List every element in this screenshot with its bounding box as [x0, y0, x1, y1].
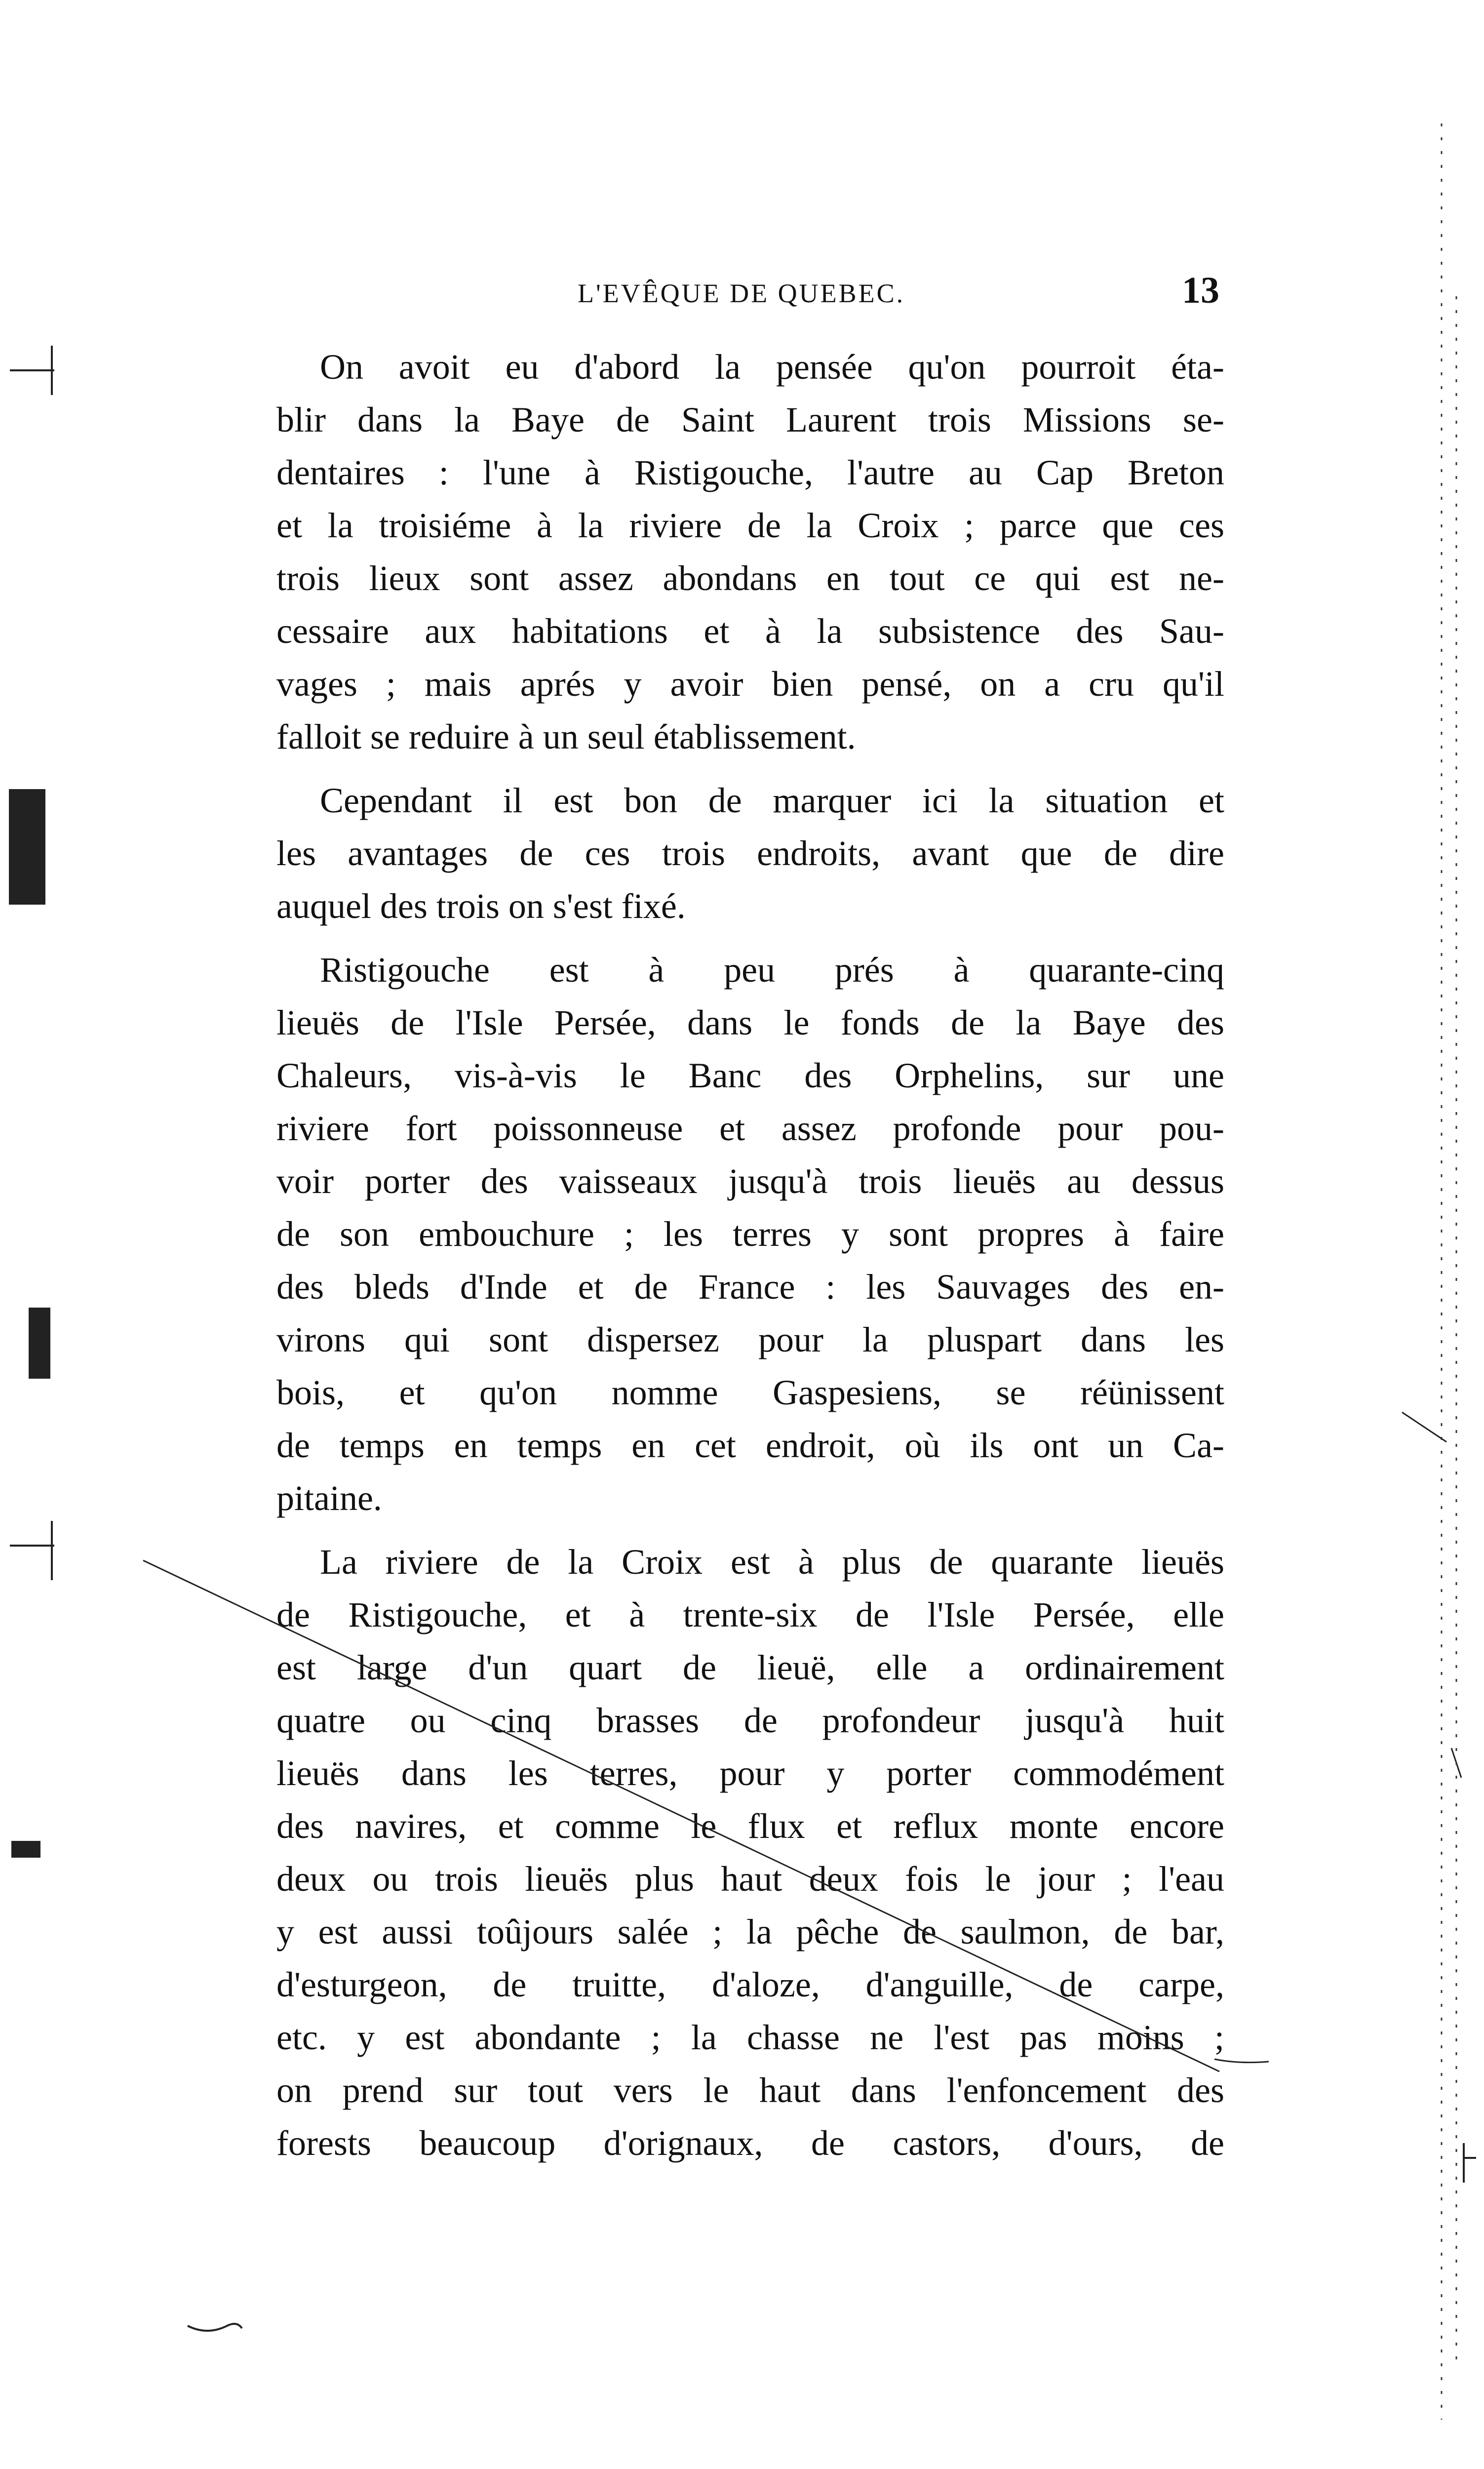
text-line: virons qui sont dispersez pour la pluspart dans les — [276, 1320, 1224, 1359]
text-line: lieuës dans les terres, pour y porter commodément — [276, 1753, 1224, 1793]
text-line: et la troisiéme à la riviere de la Croix ; parce que ces — [276, 506, 1224, 545]
paragraph — [276, 774, 1224, 933]
margin-blot — [12, 1842, 39, 1857]
text-line: Ristigouche est à peu prés à quarante-cinq — [320, 950, 1224, 990]
text-line: trois lieux sont assez abondans en tout ce qui est ne- — [276, 558, 1224, 598]
text-line: lieuës de l'Isle Persée, dans le fonds de la Baye des — [276, 1003, 1224, 1042]
running-title: L'EVÊQUE DE QUEBEC. — [578, 279, 905, 308]
text-line: voir porter des vaisseaux jusqu'à trois lieuës au dessus — [276, 1161, 1224, 1201]
text-line: d'esturgeon, de truitte, d'aloze, d'anguille, de carpe, — [276, 1965, 1224, 2004]
text-line: falloit se reduire à un seul établissement. — [276, 717, 856, 757]
text-line: des bleds d'Inde et de France : les Sauvages des en- — [276, 1267, 1224, 1307]
text-line: quatre ou cinq brasses de profondeur jusqu'à huit — [276, 1701, 1224, 1740]
margin-blot — [30, 1309, 49, 1378]
text-line: de temps en temps en cet endroit, où ils ont un Ca- — [276, 1426, 1224, 1465]
body-text — [276, 341, 1224, 2181]
page-number: 13 — [1182, 270, 1219, 311]
margin-blot — [10, 790, 44, 904]
text-line: Chaleurs, vis-à-vis le Banc des Orphelins, sur une — [276, 1056, 1224, 1095]
text-line: bois, et qu'on nomme Gaspesiens, se réünissent — [276, 1373, 1224, 1412]
paragraph — [276, 341, 1224, 763]
paragraph — [276, 944, 1224, 1525]
running-header — [281, 269, 1219, 314]
text-line: des navires, et comme le flux et reflux monte encore — [276, 1806, 1224, 1846]
text-line: riviere fort poissonneuse et assez profonde pour pou- — [276, 1109, 1224, 1148]
text-line: les avantages de ces trois endroits, avant que de dire — [276, 834, 1224, 873]
text-line: pitaine. — [276, 1478, 382, 1518]
right-gutter-dots — [1442, 123, 1456, 2420]
text-line: blir dans la Baye de Saint Laurent trois Missions se- — [276, 400, 1224, 439]
text-line: La riviere de la Croix est à plus de quarante lieuës — [320, 1542, 1224, 1582]
text-line: On avoit eu d'abord la pensée qu'on pourroit éta- — [320, 347, 1224, 387]
right-edge-marks — [1464, 2143, 1476, 2183]
text-line: cessaire aux habitations et à la subsistence des Sau- — [276, 611, 1224, 651]
margin-scribble — [188, 2324, 242, 2331]
text-line: de son embouchure ; les terres y sont propres à faire — [276, 1214, 1224, 1254]
text-line: y est aussi toûjours salée ; la pêche de saulmon, de bar, — [276, 1912, 1224, 1951]
paragraph — [276, 1536, 1224, 2170]
text-line: dentaires : l'une à Ristigouche, l'autre au Cap Breton — [276, 453, 1224, 492]
text-line: on prend sur tout vers le haut dans l'enfoncement des — [276, 2071, 1224, 2110]
text-line: de Ristigouche, et à trente-six de l'Isle Persée, elle — [276, 1595, 1224, 1634]
text-line: deux ou trois lieuës plus haut deux fois le jour ; l'eau — [276, 1859, 1224, 1899]
text-line: Cependant il est bon de marquer ici la situation et — [320, 781, 1224, 820]
text-line: vages ; mais aprés y avoir bien pensé, on a cru qu'il — [276, 664, 1224, 704]
text-line: auquel des trois on s'est fixé. — [276, 886, 686, 926]
left-margin-marks — [10, 346, 242, 2331]
right-margin-stroke — [1451, 1748, 1461, 1778]
right-margin-stroke — [1402, 1412, 1446, 1442]
text-line: etc. y est abondante ; la chasse ne l'est pas moins ; — [276, 2018, 1224, 2057]
text-line: forests beaucoup d'orignaux, de castors, d'ours, de — [276, 2123, 1224, 2163]
text-line: est large d'un quart de lieuë, elle a ordinairement — [276, 1648, 1224, 1687]
